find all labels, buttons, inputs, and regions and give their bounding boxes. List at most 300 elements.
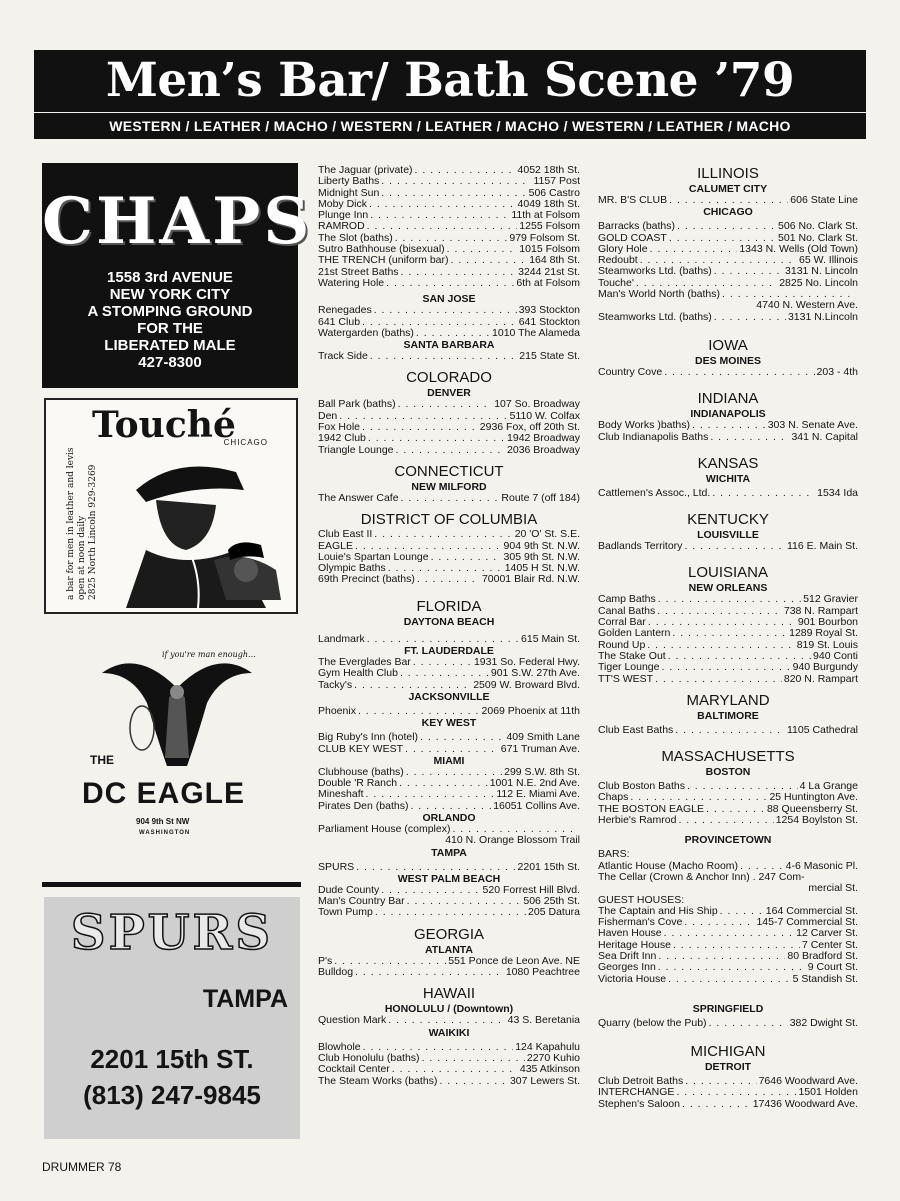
section-label: BARS: <box>598 848 630 861</box>
chaps-line: LIBERATED MALE <box>104 337 236 354</box>
eagle-name: DC EAGLE <box>82 777 246 810</box>
listing-group <box>598 781 858 826</box>
venue-address: 1942 Broadway <box>507 432 580 445</box>
city-heading: ATLANTA <box>424 943 473 956</box>
venue-name: 69th Precinct (baths) <box>318 573 415 586</box>
city-heading: WAIKIKI <box>428 1026 470 1039</box>
venue-name: Renegades <box>318 304 372 317</box>
listing-group <box>318 351 580 362</box>
venue-name: Tacky's <box>318 678 353 691</box>
leader-dots <box>673 940 800 951</box>
listing-group <box>318 529 580 585</box>
page-title: Men’s Bar/ Bath Scene ’79 <box>105 53 795 108</box>
leader-dots <box>366 789 495 800</box>
venue-address: 205 Datura <box>528 906 580 919</box>
venue-name: Stephen's Saloon <box>598 1097 680 1110</box>
listing-row <box>318 445 580 456</box>
listing-row <box>318 278 580 289</box>
state-heading: DISTRICT OF COLUMBIA <box>360 511 538 529</box>
leader-dots <box>399 778 488 789</box>
venue-address: 164 8th St. <box>529 254 580 267</box>
leader-dots <box>356 862 515 873</box>
venue-address: 112 E. Miami Ave. <box>496 788 580 801</box>
state-heading: CONNECTICUT <box>394 462 504 480</box>
listing-group <box>598 1076 858 1110</box>
venue-name: Den <box>318 409 338 422</box>
leader-dots <box>714 312 786 323</box>
venue-name: Club Honolulu (baths) <box>318 1051 420 1064</box>
eagle-illustration <box>97 648 257 768</box>
venue-name: The Stake Out <box>598 649 666 662</box>
venue-name: The Steam Works (baths) <box>318 1074 438 1087</box>
venue-name: Double 'R Ranch <box>318 777 398 790</box>
venue-name: Plunge Inn <box>318 209 369 222</box>
listing-row <box>598 195 858 206</box>
venue-address: 2270 Kuhio <box>526 1051 580 1064</box>
city-heading: DES MOINES <box>695 354 761 367</box>
listing-row <box>318 1076 580 1087</box>
listing-row <box>318 789 580 800</box>
venue-name: Canal Baths <box>598 604 656 617</box>
venue-name: TT'S WEST <box>598 672 654 685</box>
leader-dots <box>416 328 490 339</box>
listing-group <box>318 767 580 812</box>
leader-dots <box>375 907 526 918</box>
spurs-city: TAMPA <box>202 985 288 1013</box>
venue-name: The Slot (baths) <box>318 231 393 244</box>
venue-address: 203 - 4th <box>816 365 858 378</box>
leader-dots <box>664 928 795 939</box>
venue-name: Gym Health Club <box>318 667 398 680</box>
listing-row <box>598 725 858 736</box>
venue-address: Route 7 (off 184) <box>501 491 580 504</box>
venue-address: 4740 N. Western Ave. <box>756 299 858 312</box>
state-heading: MICHIGAN <box>690 1043 766 1061</box>
leader-dots <box>658 962 806 973</box>
leader-dots <box>692 420 766 431</box>
venue-address: 435 Atkinson <box>519 1063 580 1076</box>
venue-name: Watering Hole <box>318 276 385 289</box>
venue-address: 1931 So. Federal Hwy. <box>473 656 580 669</box>
venue-name: Blowhole <box>318 1040 361 1053</box>
venue-name: Midnight Sun <box>318 186 380 199</box>
listing-row <box>598 488 858 499</box>
listing-row <box>318 706 580 717</box>
listing-row <box>318 907 580 918</box>
city-heading: MIAMI <box>433 754 465 767</box>
venue-name: Question Mark <box>318 1014 387 1027</box>
venue-address: 671 Truman Ave. <box>500 742 580 755</box>
venue-address: 145-7 Commercial St. <box>756 916 858 929</box>
venue-name: Quarry (below the Pub) <box>598 1016 707 1029</box>
city-heading: WICHITA <box>705 472 751 485</box>
venue-address: 2509 W. Broward Blvd. <box>473 678 580 691</box>
listing-group <box>598 221 858 289</box>
listing-group <box>318 399 580 455</box>
listing-group <box>318 885 580 919</box>
venue-name: Round Up <box>598 638 646 651</box>
venue-row-text: The Cellar (Crown & Anchor Inn) . 247 Com- <box>598 870 805 883</box>
venue-address: 116 E. Main St. <box>786 540 858 553</box>
listing-row <box>598 1099 858 1110</box>
venue-address: 382 Dwight St. <box>789 1016 858 1029</box>
city-heading: NEW MILFORD <box>411 480 487 493</box>
listing-group <box>598 906 858 985</box>
venue-address: 606 State Line <box>790 194 858 206</box>
listing-column-2 <box>598 165 858 1110</box>
divider <box>42 882 301 887</box>
city-heading: PROVINCETOWN <box>684 834 772 847</box>
leader-dots <box>381 188 526 199</box>
leader-dots <box>367 634 519 645</box>
listing-group <box>318 862 580 873</box>
venue-address: 2069 Phoenix at 11th <box>481 704 580 717</box>
venue-name: Country Cove <box>598 365 663 378</box>
venue-address: 1010 The Alameda <box>492 326 580 339</box>
venue-address: 5 Standish St. <box>792 972 858 985</box>
listing-group <box>598 312 858 323</box>
listing-row <box>318 680 580 691</box>
listing-row <box>598 674 858 685</box>
state-heading: ILLINOIS <box>697 165 759 182</box>
state-heading: IOWA <box>708 336 748 354</box>
venue-name: Heritage House <box>598 938 671 951</box>
venue-address: 215 State St. <box>519 350 580 363</box>
leader-dots <box>672 628 787 639</box>
leader-dots <box>422 1053 525 1064</box>
spurs-ad <box>44 897 300 1139</box>
venue-name: Louie's Spartan Lounge <box>318 550 429 563</box>
listing-row <box>318 744 580 755</box>
leader-dots <box>710 432 789 443</box>
city-heading: SAN JOSE <box>422 293 476 306</box>
venue-name: Glory Hole <box>598 242 648 255</box>
city-heading: DETROIT <box>704 1061 752 1074</box>
city-heading: INDIANAPOLIS <box>690 408 766 421</box>
venue-address: 615 Main St. <box>521 632 580 645</box>
venue-address: 1534 Ida <box>817 486 858 499</box>
venue-name: SPURS <box>318 860 355 873</box>
city-heading: NEW ORLEANS <box>688 582 768 595</box>
venue-address: 901 S.W. 27th Ave. <box>490 667 580 680</box>
venue-name: Triangle Lounge <box>318 443 394 456</box>
listing-group <box>598 1018 858 1029</box>
venue-address: 124 Kapahulu <box>515 1040 580 1053</box>
venue-address: 393 Stockton <box>518 304 580 317</box>
venue-name: Sutro Bathhouse (bisexual) <box>318 243 445 256</box>
leader-dots <box>386 278 514 289</box>
state-heading: MARYLAND <box>686 691 770 709</box>
venue-name: RAMROD <box>318 220 365 233</box>
venue-address: 1001 N.E. 2nd Ave. <box>489 777 580 790</box>
venue-address: 1080 Peachtree <box>505 966 580 979</box>
venue-name: 641 Club <box>318 315 361 328</box>
venue-address: 11th at Folsom <box>511 209 580 222</box>
venue-address: 1343 N. Wells (Old Town) <box>739 242 858 255</box>
chaps-line: A STOMPING GROUND <box>87 303 253 320</box>
spurs-logo: SPURS <box>70 905 274 961</box>
venue-name: Ball Park (baths) <box>318 398 396 411</box>
listing-row <box>598 432 858 443</box>
state-heading: INDIANA <box>697 390 759 408</box>
venue-address: 410 N. Orange Blossom Trail <box>445 834 580 847</box>
venue-address: 9 Court St. <box>807 961 858 974</box>
venue-address: 303 N. Senate Ave. <box>767 419 858 432</box>
listing-row <box>598 312 858 323</box>
leader-dots <box>400 668 489 679</box>
listing-row <box>318 574 580 585</box>
city-heading: LOUISVILLE <box>697 529 759 542</box>
leader-dots <box>668 651 811 662</box>
venue-name: Badlands Territory <box>598 540 683 553</box>
city-heading: SPRINGFIELD <box>692 1002 764 1015</box>
venue-name: Club Indianapolis Baths <box>598 430 709 443</box>
leader-dots <box>439 1076 508 1087</box>
touche-side-line: a bar for men in leather and levis <box>66 447 76 600</box>
listing-group <box>598 488 858 499</box>
venue-address: 7 Center St. <box>801 938 858 951</box>
spurs-phone: (813) 247-9845 <box>83 1080 261 1110</box>
venue-address: 819 St. Louis <box>796 638 858 651</box>
listing-row <box>318 801 580 812</box>
venue-name: P's <box>318 954 333 967</box>
venue-address: 25 Huntington Ave. <box>769 791 858 804</box>
listing-row <box>318 176 580 187</box>
listing-row <box>318 255 580 266</box>
venue-name: Haven House <box>598 927 662 940</box>
venue-address: 88 Queensberry St. <box>766 802 858 815</box>
touche-side-line: 2825 North Lincoln 929-3269 <box>88 464 98 600</box>
venue-address: 3131 N. Lincoln <box>785 265 858 278</box>
venue-address: 738 N. Rampart <box>783 604 858 617</box>
venue-address: 506 Castro <box>528 186 580 199</box>
venue-address: 506 25th St. <box>523 895 580 908</box>
leader-dots <box>374 529 512 540</box>
listing-row <box>318 862 580 873</box>
venue-address: 641 Stockton <box>518 315 580 328</box>
venue-name: THE TRENCH (uniform bar) <box>318 254 449 267</box>
venue-address: 1105 Cathedral <box>786 723 858 736</box>
leader-dots <box>451 255 528 266</box>
leader-dots <box>388 1015 505 1026</box>
leader-dots <box>358 706 480 717</box>
venue-name: Club Detroit Baths <box>598 1075 684 1088</box>
venue-address: 4049 18th St. <box>517 197 580 210</box>
listing-row <box>598 815 858 826</box>
venue-name: Parliament House (complex) <box>318 822 451 835</box>
venue-name: Fox Hole <box>318 421 361 434</box>
listing-row <box>318 634 580 645</box>
leader-dots <box>396 445 506 456</box>
leader-dots <box>420 732 504 743</box>
city-heading: FT. LAUDERDALE <box>404 645 494 658</box>
venue-address: 80 Bradford St. <box>787 949 858 962</box>
venue-name: GOLD COAST <box>598 231 667 244</box>
venue-name: The Captain and His Ship <box>598 904 718 917</box>
listing-row <box>318 668 580 679</box>
city-heading: JACKSONVILLE <box>408 690 490 703</box>
leader-dots <box>664 367 814 378</box>
leader-dots <box>355 967 504 978</box>
state-heading: HAWAII <box>422 985 476 1003</box>
listing-row <box>598 541 858 552</box>
venue-name: Golden Lantern <box>598 627 671 640</box>
eagle-the: THE <box>90 753 114 767</box>
venue-address: 979 Folsom St. <box>509 231 580 244</box>
venue-address: 940 Burgundy <box>792 661 858 674</box>
venue-row-text: mercial St. <box>808 882 858 895</box>
venue-name: The Jaguar (private) <box>318 164 413 176</box>
venue-name: CLUB KEY WEST <box>318 742 403 755</box>
listing-row <box>318 305 580 316</box>
venue-name: MR. B'S CLUB <box>598 194 668 206</box>
chaps-line: NEW YORK CITY <box>109 286 231 303</box>
venue-address: 1015 Folsom <box>519 243 580 256</box>
listing-row <box>318 351 580 362</box>
listing-group <box>318 956 580 979</box>
venue-name: The Answer Cafe <box>318 491 399 504</box>
dc-eagle-ad <box>42 640 300 872</box>
venue-name: Moby Dick <box>318 197 368 210</box>
chaps-phone: 427-8300 <box>138 354 202 371</box>
venue-name: Georges Inn <box>598 961 656 974</box>
chaps-line: FOR THE <box>137 320 203 337</box>
title-banner <box>34 50 866 112</box>
touche-side-text <box>66 447 99 600</box>
venue-address: 904 9th St. N.W. <box>503 539 580 552</box>
city-heading: BOSTON <box>705 766 751 779</box>
venue-address: 2201 15th St. <box>517 860 580 873</box>
section-label: GUEST HOUSES: <box>598 893 685 906</box>
venue-name: Victoria House <box>598 972 667 985</box>
venue-address: 901 Bourbon <box>797 616 858 629</box>
venue-address: 2936 Fox, off 20th St. <box>479 421 580 434</box>
subtitle-banner: WESTERN / LEATHER / MACHO / WESTERN / LEATHER / MACHO / WESTERN / LEATHER / MACHO <box>34 113 866 139</box>
venue-name: Steamworks Ltd. (baths) <box>598 265 712 278</box>
venue-address: 299 S.W. 8th St. <box>504 765 580 778</box>
venue-address: 4-6 Masonic Pl. <box>785 859 858 872</box>
venue-name: The Everglades Bar <box>318 656 411 669</box>
leader-dots <box>685 1076 756 1087</box>
listing-group <box>318 706 580 717</box>
listing-row <box>318 732 580 743</box>
venue-name: THE BOSTON EAGLE <box>598 802 704 815</box>
venue-name: Corral Bar <box>598 616 646 629</box>
listing-row <box>598 367 858 378</box>
chaps-ad <box>42 163 313 388</box>
city-heading: CHICAGO <box>703 206 753 219</box>
touche-side-line: open at noon daily <box>77 515 87 600</box>
state-heading: LOUISIANA <box>687 564 769 582</box>
leader-dots <box>369 199 516 210</box>
city-heading: WEST PALM BEACH <box>397 872 501 885</box>
listing-group <box>318 493 580 504</box>
venue-address: 65 W. Illinois <box>799 254 858 267</box>
venue-address: 20 'O' St. S.E. <box>514 528 580 541</box>
city-heading: BALTIMORE <box>697 709 759 722</box>
venue-address: 512 Gravier <box>803 593 858 606</box>
venue-name: Dude County <box>318 883 380 896</box>
leader-dots <box>392 1064 518 1075</box>
state-heading: KENTUCKY <box>687 511 769 529</box>
spurs-address: 2201 15th ST. <box>90 1044 254 1074</box>
listing-row <box>318 1015 580 1026</box>
venue-address: 6th at Folsom <box>516 276 580 289</box>
listing-row <box>598 420 858 431</box>
listing-row <box>598 1018 858 1029</box>
city-heading: TAMPA <box>431 846 467 859</box>
listing-row <box>598 974 858 985</box>
listing-group <box>318 657 580 691</box>
venue-name: Redoubt <box>598 254 638 267</box>
leader-dots <box>413 657 472 668</box>
leader-dots <box>406 767 502 778</box>
leader-dots <box>668 974 791 985</box>
listing-row <box>598 662 858 673</box>
venue-address: 4 La Grange <box>799 780 858 793</box>
listing-row <box>598 928 858 939</box>
venue-address: 409 Smith Lane <box>506 731 580 744</box>
leader-dots <box>675 725 785 736</box>
leader-dots <box>709 1018 788 1029</box>
chaps-ad-text <box>42 269 298 371</box>
venue-address: 3244 21st St. <box>518 265 580 278</box>
venue-name: Watergarden (baths) <box>318 326 414 339</box>
state-heading: KANSAS <box>697 454 759 472</box>
venue-name: Steamworks Ltd. (baths) <box>598 310 712 323</box>
venue-name: Town Pump <box>318 906 373 919</box>
listing-row <box>318 493 580 504</box>
venue-name: Clubhouse (baths) <box>318 765 404 778</box>
venue-address: 4052 18th St. <box>517 164 580 176</box>
venue-address: 107 So. Broadway <box>494 398 580 411</box>
venue-name: Phoenix <box>318 704 356 717</box>
venue-address: 1157 Post <box>533 175 580 188</box>
touche-logo: Touché <box>92 404 236 446</box>
leader-dots <box>410 801 491 812</box>
state-heading: MASSACHUSETTS <box>661 748 795 766</box>
venue-name: EAGLE <box>318 539 354 552</box>
leader-dots <box>417 574 480 585</box>
venue-name: 1942 Club <box>318 432 366 445</box>
listing-row <box>318 529 580 540</box>
city-heading: DAYTONA BEACH <box>403 615 495 628</box>
leader-dots <box>407 896 522 907</box>
city-heading: DENVER <box>427 387 471 400</box>
leader-dots <box>712 488 815 499</box>
leader-dots <box>650 244 738 255</box>
leader-dots <box>431 552 502 563</box>
venue-address: 5110 W. Colfax <box>509 409 580 422</box>
leader-dots <box>658 951 785 962</box>
venue-name: Club Boston Baths <box>598 780 685 793</box>
leader-dots <box>370 351 517 362</box>
listing-group <box>318 1042 580 1087</box>
leader-dots <box>662 662 791 673</box>
venue-address: 1254 Boylston St. <box>775 814 858 827</box>
touche-city: CHICAGO <box>223 438 268 447</box>
leader-dots <box>401 493 500 504</box>
venue-name: INTERCHANGE <box>598 1086 675 1099</box>
venue-name: Tiger Lounge <box>598 661 660 674</box>
venue-name: Mineshaft <box>318 788 364 801</box>
venue-address: 12 Carver St. <box>796 927 858 940</box>
listing-group <box>598 367 858 378</box>
venue-name: Body Works )baths) <box>598 419 691 432</box>
leader-dots <box>405 744 499 755</box>
venue-address: 3131 N.Lincoln <box>787 310 858 323</box>
leader-dots <box>354 680 471 691</box>
